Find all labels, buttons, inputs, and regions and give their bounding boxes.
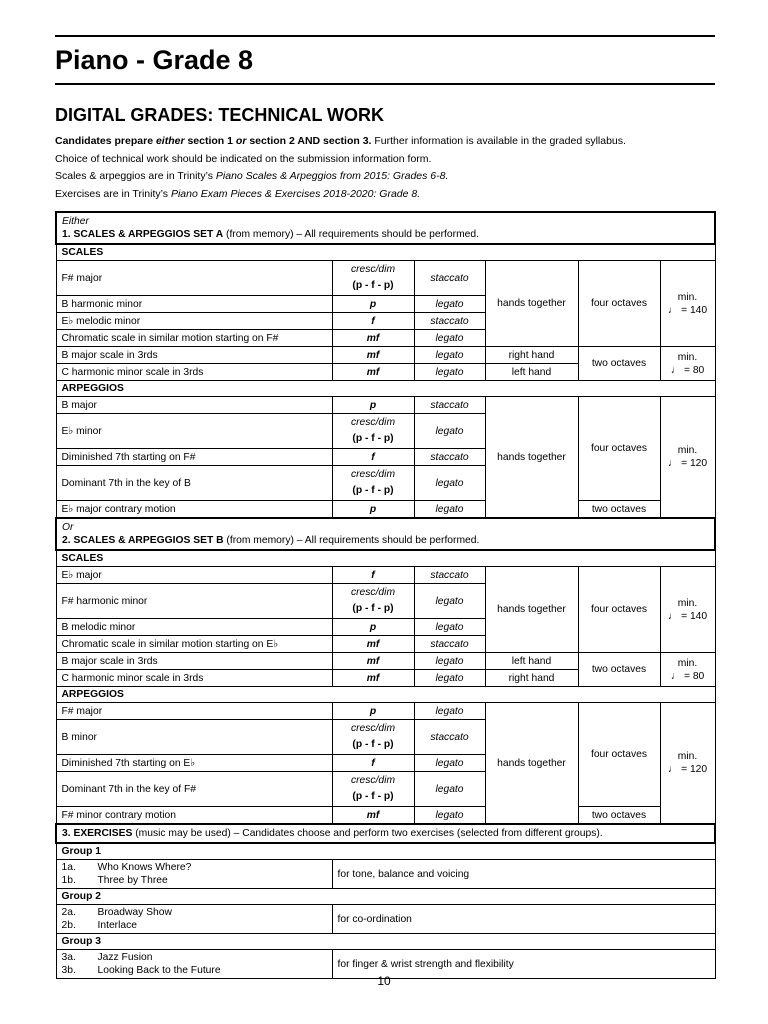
dynamic-range: (p - f - p) [352,485,394,496]
section-instruction: (from memory) – All requirements should be performed. [223,229,479,240]
dynamic-cell [332,466,414,501]
section-heading: DIGITAL GRADES: TECHNICAL WORK [55,105,384,125]
articulation-cell: legato [414,501,485,519]
page-number: 10 [377,974,391,988]
dynamic-cell: p [332,619,414,636]
octaves-cell: four octaves [578,567,660,653]
scale-name: B major scale in 3rds [56,653,332,670]
dynamic-text: cresc/dim [350,587,396,598]
articulation-cell: legato [414,584,485,619]
exercise-number: 2a. [61,907,76,918]
tempo-min: min. [677,445,698,456]
articulation-cell: staccato [414,261,485,296]
table-row [56,518,715,550]
table-row [56,824,715,843]
dynamic-cell: f [332,567,414,584]
dynamic-cell: mf [332,807,414,825]
section-instruction: (from memory) – All requirements should be performed. [223,535,480,546]
arpeggio-name: E♭ minor [56,414,332,449]
intro-line-1: Candidates prepare either section 1 or section 2 AND section 3. Further information is available in the graded syllabus. [55,135,626,147]
exercise-list [56,860,332,889]
exercise-title: Broadway Show [97,907,172,918]
articulation-cell: legato [414,619,485,636]
intro-line-2: Choice of technical work should be indicated on the submission information form. [55,152,432,165]
document-page [55,0,715,979]
dynamic-cell: mf [332,636,414,653]
dynamic-cell: f [332,449,414,466]
table-row [56,905,715,934]
tempo-value: ♩ = 80 [670,670,705,682]
octaves-cell: four octaves [578,261,660,347]
scale-name: F# harmonic minor [56,584,332,619]
section-title: 2. SCALES & ARPEGGIOS SET B [62,535,224,546]
octaves-cell: two octaves [578,347,660,381]
exercise-number: 1a. [61,862,76,873]
hands-cell: hands together [485,261,578,347]
section-header [56,824,715,843]
technical-work-table [55,211,716,979]
scale-name: E♭ melodic minor [56,313,332,330]
arpeggio-name: B minor [56,720,332,755]
table-row [56,653,715,670]
hands-cell: hands together [485,397,578,519]
dynamic-cell: mf [332,670,414,687]
tempo-min: min. [677,291,698,303]
tempo-cell [660,261,715,347]
tempo-cell [660,653,715,687]
tempo-min: min. [677,351,698,363]
arpeggio-name: E♭ major contrary motion [56,501,332,519]
dynamic-cell: p [332,703,414,720]
octaves-cell: two octaves [578,501,660,519]
dynamic-text: cresc/dim [350,469,396,480]
intro-text [55,133,715,203]
exercise-title: Three by Three [97,875,168,886]
table-row [56,934,715,950]
hand-cell: left hand [485,653,578,670]
dynamic-range: (p - f - p) [352,603,394,614]
table-row [56,703,715,720]
scale-name: Chromatic scale in similar motion starting on E♭ [56,636,332,653]
exercise-focus: for tone, balance and voicing [332,860,715,889]
scale-name: C harmonic minor scale in 3rds [56,670,332,687]
hand-cell: left hand [485,364,578,381]
dynamic-cell [332,261,414,296]
intro-line-3: Scales & arpeggios are in Trinity’s Piano Scales & Arpeggios from 2015: Grades 6-8. [55,170,449,182]
arpeggio-name: Dominant 7th in the key of B [56,466,332,501]
exercise-number: 3a. [61,952,76,963]
arpeggio-name: Diminished 7th starting on E♭ [56,755,332,772]
articulation-cell: legato [414,364,485,381]
exercise-title: Looking Back to the Future [97,965,221,976]
tempo-value: ♩ = 120 [667,458,708,469]
section-header [56,518,715,550]
articulation-cell: staccato [414,567,485,584]
scale-name: Chromatic scale in similar motion starting on F# [56,330,332,347]
subsection-label: ARPEGGIOS [56,381,715,397]
arpeggio-name: B major [56,397,332,414]
exercise-title: Who Knows Where? [97,862,192,873]
arpeggio-name: Diminished 7th starting on F# [56,449,332,466]
hands-cell: hands together [485,703,578,825]
table-row [56,212,715,244]
dynamic-range: (p - f - p) [352,280,394,291]
dynamic-cell: p [332,501,414,519]
articulation-cell: legato [414,703,485,720]
dynamic-cell [332,772,414,807]
hands-cell: hands together [485,567,578,653]
dynamic-cell: mf [332,364,414,381]
subsection-label: SCALES [56,550,715,567]
title-rule [55,83,715,85]
tempo-min: min. [677,597,698,609]
octaves-cell: four octaves [578,397,660,501]
intro-line-4: Exercises are in Trinity’s Piano Exam Pieces & Exercises 2018-2020: Grade 8. [55,187,421,200]
table-row [56,550,715,567]
scale-name: F# major [56,261,332,296]
hand-cell: right hand [485,347,578,364]
dynamic-text: cresc/dim [350,775,396,786]
dynamic-cell: mf [332,653,414,670]
scale-name: C harmonic minor scale in 3rds [56,364,332,381]
dynamic-range: (p - f - p) [352,433,394,444]
hand-cell: right hand [485,670,578,687]
articulation-cell: legato [414,330,485,347]
arpeggio-name: Dominant 7th in the key of F# [56,772,332,807]
table-row [56,501,715,519]
table-row [56,261,715,296]
group-label: Group 1 [56,843,715,860]
articulation-cell: staccato [414,397,485,414]
exercise-focus: for co-ordination [332,905,715,934]
tempo-value: ♩ = 80 [670,364,705,376]
tempo-cell [660,397,715,519]
group-label: Group 2 [56,889,715,905]
subsection-label: SCALES [56,244,715,261]
articulation-cell: legato [414,347,485,364]
scale-name: B melodic minor [56,619,332,636]
exercise-focus: for finger & wrist strength and flexibility [332,950,715,979]
dynamic-range: (p - f - p) [352,791,394,802]
exercise-title: Interlace [97,920,137,931]
dynamic-cell: p [332,296,414,313]
arpeggio-name: F# major [56,703,332,720]
tempo-cell [660,703,715,825]
articulation-cell: legato [414,670,485,687]
group-label: Group 3 [56,934,715,950]
arpeggio-name: F# minor contrary motion [56,807,332,825]
tempo-min: min. [677,751,698,762]
section-title: 1. SCALES & ARPEGGIOS SET A [62,229,224,240]
tempo-value: ♩ = 120 [667,764,708,775]
articulation-cell: legato [414,772,485,807]
table-row [56,397,715,414]
tempo-min: min. [677,657,698,669]
section-header [56,212,715,244]
table-row [56,843,715,860]
dynamic-cell: mf [332,330,414,347]
articulation-cell: staccato [414,313,485,330]
tempo-value: ♩ = 140 [667,610,708,622]
dynamic-cell [332,584,414,619]
exercise-number: 1b. [61,875,76,886]
tempo-value: ♩ = 140 [667,304,708,316]
dynamic-text: cresc/dim [350,417,396,428]
table-row [56,567,715,584]
octaves-cell: two octaves [578,807,660,825]
dynamic-cell: f [332,755,414,772]
section-lead: Or [62,522,74,533]
exercise-number: 3b. [61,965,76,976]
dynamic-text: cresc/dim [350,264,396,275]
tempo-cell [660,567,715,653]
table-row [56,807,715,825]
articulation-cell: staccato [414,449,485,466]
dynamic-cell [332,414,414,449]
articulation-cell: staccato [414,720,485,755]
top-rule [55,35,715,37]
articulation-cell: legato [414,414,485,449]
exercise-number: 2b. [61,920,76,931]
scale-name: B major scale in 3rds [56,347,332,364]
dynamic-text: cresc/dim [350,723,396,734]
dynamic-cell: p [332,397,414,414]
table-row [56,347,715,364]
articulation-cell: legato [414,296,485,313]
articulation-cell: legato [414,466,485,501]
section-title: 3. EXERCISES [62,828,133,839]
page-title: Piano - Grade 8 [55,45,254,75]
articulation-cell: legato [414,653,485,670]
dynamic-cell: mf [332,347,414,364]
dynamic-cell [332,720,414,755]
table-row [56,244,715,261]
exercise-list [56,905,332,934]
table-row [56,687,715,703]
table-row [56,860,715,889]
exercise-title: Jazz Fusion [97,952,153,963]
articulation-cell: legato [414,807,485,825]
articulation-cell: staccato [414,636,485,653]
articulation-cell: legato [414,755,485,772]
scale-name: E♭ major [56,567,332,584]
section-instruction: (music may be used) – Candidates choose and perform two exercises (selected from different groups). [132,828,603,839]
scale-name: B harmonic minor [56,296,332,313]
octaves-cell: two octaves [578,653,660,687]
table-row [56,381,715,397]
table-row [56,889,715,905]
tempo-cell [660,347,715,381]
octaves-cell: four octaves [578,703,660,807]
dynamic-range: (p - f - p) [352,739,394,750]
section-lead: Either [62,216,89,227]
dynamic-cell: f [332,313,414,330]
subsection-label: ARPEGGIOS [56,687,715,703]
